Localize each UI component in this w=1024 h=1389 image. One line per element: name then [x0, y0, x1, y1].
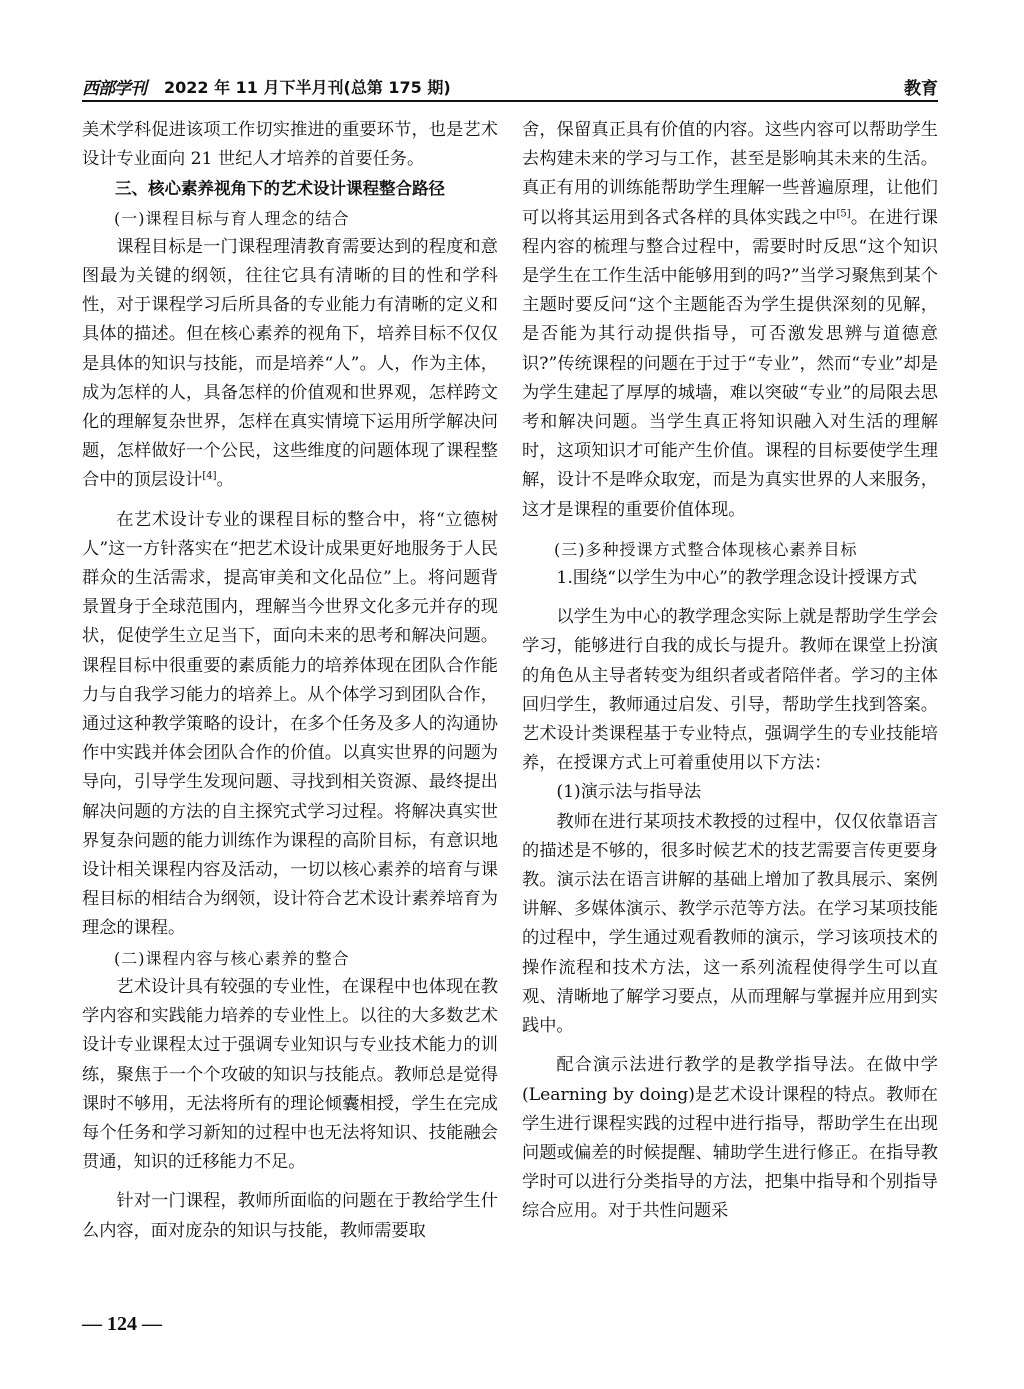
- left-column: [82, 116, 498, 1246]
- paragraph-text: 舍，保留真正具有价值的内容。这些内容可以帮助学生去构建未来的学习与工作，甚至是影响其未来的生活。真正有用的训练能帮助学生理解一些普遍原理，让他们可以将其运用到各式各样的具体实践之中: [522, 120, 938, 228]
- page-number: — 124 —: [82, 1313, 162, 1335]
- section-title: 教育: [904, 79, 938, 99]
- right-column: [522, 116, 938, 1227]
- journal-logo: 西部学刊: [82, 79, 146, 99]
- citation: [4]: [202, 470, 217, 482]
- paragraph: 教师在进行某项技术教授的过程中，仅仅依靠语言的描述是不够的，很多时候艺术的技艺需要言传更要身教。演示法在语言讲解的基础上增加了教具展示、案例讲解、多媒体演示、教学示范等方法。在学习某项技能的过程中，学生通过观看教师的演示，学习该项技术的操作流程和技术方法，这一系列流程使得学生可以直观、清晰地了解学习要点，从而理解与掌握并应用到实践中。: [522, 811, 938, 1037]
- paragraph: 在艺术设计专业的课程目标的整合中，将“立德树人”这一方针落实在“把艺术设计成果更好地服务于人民群众的生活需求，提高审美和文化品位”上。将问题背景置身于全球范围内，理解当今世界文化多元并存的现状，促使学生立足当下，面向未来的思考和解决问题。课程目标中很重要的素质能力的培养体现在团队合作能力与自我学习能力的培养上。从个体学习到团队合作，通过这种教学策略的设计，在多个任务及多人的沟通协作中实践并体会团队合作的价值。以真实世界的问题为导向，引导学生发现问题、寻找到相关资源、最终提出解决问题的方法的自主探究式学习过程。将解决真实世界复杂问题的能力训练作为课程的高阶目标，有意识地设计相关课程内容及活动，一切以核心素养的培育与课程目标的相结合为纲领，设计符合艺术设计素养培育为理念的课程。: [82, 509, 498, 939]
- paragraph: 配合演示法进行教学的是教学指导法。在做中学(Learning by doing)是艺术设计课程的特点。教师在学生进行课程实践的过程中进行指导，帮助学生在出现问题或偏差的时候提醒、辅助学生进行修正。在指导教学时可以进行分类指导的方法，把集中指导和个别指导综合应用。对于共性问题采: [522, 1055, 938, 1222]
- paragraph: [522, 116, 938, 525]
- subsection-heading: (二)课程内容与核心素养的整合: [114, 948, 350, 968]
- subsection-heading: (一)课程目标与育人理念的结合: [114, 208, 350, 228]
- subsection-heading: (三)多种授课方式整合体现核心素养目标: [554, 539, 858, 559]
- page-header: [82, 72, 938, 102]
- paragraph: 以学生为中心的教学理念实际上就是帮助学生学会学习，能够进行自我的成长与提升。教师在课堂上扮演的角色从主导者转变为组织者或者陪伴者。学习的主体回归学生，教师通过启发、引导，帮助学生找到答案。艺术设计类课程基于专业特点，强调学生的专业技能培养，在授课方式上可着重使用以下方法：: [522, 607, 938, 774]
- item-heading: 1.围绕“以学生为中心”的教学理念设计授课方式: [556, 568, 917, 589]
- paragraph-text: 课程目标是一门课程理清教育需要达到的程度和意图最为关键的纲领，往往它具有清晰的目的性和学科性，对于课程学习后所具备的专业能力有清晰的定义和具体的描述。但在核心素养的视角下，培养目标不仅仅是具体的知识与技能，而是培养“人”。人，作为主体，成为怎样的人，具备怎样的价值观和世界观，怎样跨文化的理解复杂世界，怎样在真实情境下运用所学解决问题，怎样做好一个公民，这些维度的问题体现了课程整合中的顶层设计: [82, 236, 498, 491]
- section-heading: 三、核心素养视角下的艺术设计课程整合路径: [115, 179, 445, 199]
- paragraph: [82, 233, 498, 496]
- item-heading: (1)演示法与指导法: [556, 782, 702, 803]
- paragraph-text: 。在进行课程内容的梳理与整合过程中，需要时时反思“这个知识是学生在工作生活中能够用到的吗?”当学习聚焦到某个主题时要反问“这个主题能否为学生提供深刻的见解，是否能为其行动提供指导，可否激发思辨与道德意识?”传统课程的问题在于过于“专业”，然而“专业”却是为学生建起了厚厚的城墙，难以突破“专业”的局限去思考和解决问题。当学生真正将知识融入对生活的理解时，这项知识才可能产生价值。课程的目标要使学生理解，设计不是哗众取宠，而是为真实世界的人来服务，这才是课程的重要价值体现。: [522, 207, 938, 520]
- paragraph: 美术学科促进该项工作切实推进的重要环节，也是艺术设计专业面向 21 世纪人才培养的首要任务。: [82, 120, 498, 170]
- paragraph-text: 。: [216, 470, 234, 491]
- paragraph: 针对一门课程，教师所面临的问题在于教给学生什么内容，面对庞杂的知识与技能，教师需要取: [82, 1191, 498, 1241]
- citation: [5]: [836, 207, 851, 219]
- issue-info: 2022 年 11 月下半月刊(总第 175 期): [164, 78, 451, 97]
- paragraph: 艺术设计具有较强的专业性，在课程中也体现在教学内容和实践能力培养的专业性上。以往的大多数艺术设计专业课程太过于强调专业知识与专业技术能力的训练，聚焦于一个个攻破的知识与技能点。教师总是觉得课时不够用，无法将所有的理论倾囊相授，学生在完成每个任务和学习新知的过程中也无法将知识、技能融会贯通，知识的迁移能力不足。: [82, 976, 498, 1173]
